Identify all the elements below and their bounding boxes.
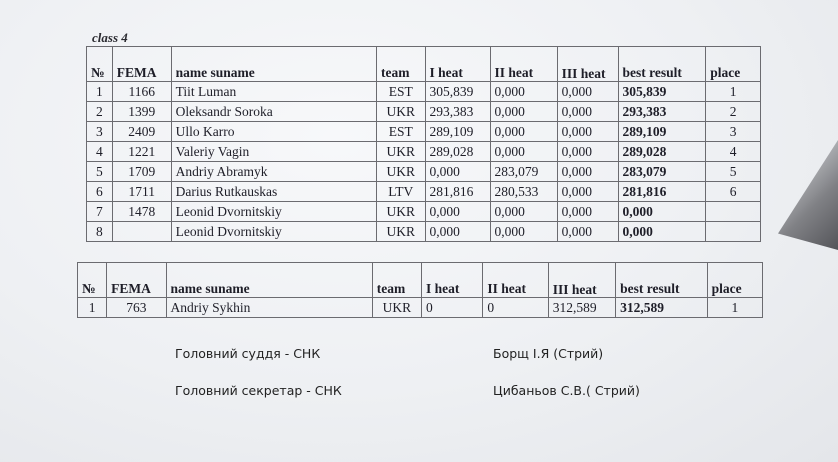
col-best: best result [616,263,708,298]
table-row [87,122,761,142]
row-place [706,202,761,222]
row-team: UKR [377,222,426,242]
table-row [87,182,761,202]
row-number: 1 [87,82,113,102]
col-heat2: II heat [490,47,557,82]
row-name: Darius Rutkauskas [171,182,376,202]
row-best-result: 293,383 [618,102,706,122]
row-number: 3 [87,122,113,142]
row-team: EST [377,82,426,102]
row-heat1: 293,383 [425,102,490,122]
row-heat1: 0,000 [425,202,490,222]
col-heat1: I heat [425,47,490,82]
row-team: UKR [377,102,426,122]
row-number: 1 [78,298,107,318]
table-row [87,82,761,102]
row-heat2: 0,000 [490,122,557,142]
table-row [78,298,763,318]
table-row [87,102,761,122]
row-heat2: 0,000 [490,142,557,162]
row-heat2: 0,000 [490,102,557,122]
row-team: UKR [377,162,426,182]
col-heat2: II heat [483,263,548,298]
row-heat1: 289,109 [425,122,490,142]
table-header-row [87,47,761,82]
row-heat2: 283,079 [490,162,557,182]
row-heat1: 281,816 [425,182,490,202]
row-fema: 1399 [112,102,171,122]
row-best-result: 0,000 [618,202,706,222]
col-place: place [706,47,761,82]
row-heat1: 0 [421,298,482,318]
col-heat1: I heat [421,263,482,298]
row-number: 5 [87,162,113,182]
row-name: Valeriy Vagin [171,142,376,162]
table-row [87,162,761,182]
col-name: name suname [166,263,372,298]
row-heat2: 0,000 [490,82,557,102]
results-table-secondary [77,262,763,318]
row-heat1: 289,028 [425,142,490,162]
row-name: Andriy Sykhin [166,298,372,318]
row-heat3: 0,000 [557,182,618,202]
col-fema: FEMA [112,47,171,82]
row-fema: 1221 [112,142,171,162]
row-heat1: 305,839 [425,82,490,102]
col-best: best result [618,47,706,82]
col-name: name suname [171,47,376,82]
row-best-result: 312,589 [616,298,708,318]
row-name: Ullo Karro [171,122,376,142]
row-fema: 1478 [112,202,171,222]
row-heat2: 0,000 [490,202,557,222]
row-team: LTV [377,182,426,202]
col-place: place [707,263,762,298]
row-best-result: 289,028 [618,142,706,162]
row-place: 5 [706,162,761,182]
row-name: Leonid Dvornitskiy [171,222,376,242]
row-place: 2 [706,102,761,122]
row-number: 6 [87,182,113,202]
row-heat3: 312,589 [548,298,615,318]
col-number: № [87,47,113,82]
col-fema: FEMA [107,263,166,298]
row-place: 1 [707,298,762,318]
table-row [87,202,761,222]
row-best-result: 305,839 [618,82,706,102]
row-place: 3 [706,122,761,142]
row-name: Tiit Luman [171,82,376,102]
row-best-result: 283,079 [618,162,706,182]
table-header-row [78,263,763,298]
chief-judge-role: Головний суддя - СНК [175,346,321,361]
row-heat3: 0,000 [557,102,618,122]
row-number: 7 [87,202,113,222]
row-heat3: 0,000 [557,162,618,182]
col-heat3: III heat [557,47,618,82]
row-number: 8 [87,222,113,242]
row-place: 4 [706,142,761,162]
row-name: Andriy Abramyk [171,162,376,182]
chief-secretary-role: Головний секретар - СНК [175,383,342,398]
row-fema: 1166 [112,82,171,102]
row-fema: 763 [107,298,166,318]
row-place: 1 [706,82,761,102]
row-heat3: 0,000 [557,82,618,102]
row-heat2: 0 [483,298,548,318]
col-team: team [377,47,426,82]
table-row [87,222,761,242]
class-caption: class 4 [92,30,128,45]
row-best-result: 281,816 [618,182,706,202]
chief-judge-name: Борщ І.Я (Стрий) [493,346,604,361]
row-heat1: 0,000 [425,222,490,242]
row-fema: 1709 [112,162,171,182]
row-heat3: 0,000 [557,202,618,222]
row-fema: 2409 [112,122,171,142]
col-team: team [372,263,421,298]
row-number: 4 [87,142,113,162]
table-row [87,142,761,162]
row-heat3: 0,000 [557,122,618,142]
row-place [706,222,761,242]
col-number: № [78,263,107,298]
chief-secretary-name: Цибаньов С.В.( Стрий) [493,383,640,398]
row-team: UKR [372,298,421,318]
row-name: Oleksandr Soroka [171,102,376,122]
row-place: 6 [706,182,761,202]
results-table-main [86,46,761,242]
row-heat3: 0,000 [557,222,618,242]
row-name: Leonid Dvornitskiy [171,202,376,222]
row-heat2: 0,000 [490,222,557,242]
row-heat3: 0,000 [557,142,618,162]
row-heat2: 280,533 [490,182,557,202]
row-heat1: 0,000 [425,162,490,182]
row-best-result: 0,000 [618,222,706,242]
col-heat3: III heat [548,263,615,298]
row-team: UKR [377,142,426,162]
row-best-result: 289,109 [618,122,706,142]
row-number: 2 [87,102,113,122]
row-team: UKR [377,202,426,222]
row-fema [112,222,171,242]
row-team: EST [377,122,426,142]
row-fema: 1711 [112,182,171,202]
